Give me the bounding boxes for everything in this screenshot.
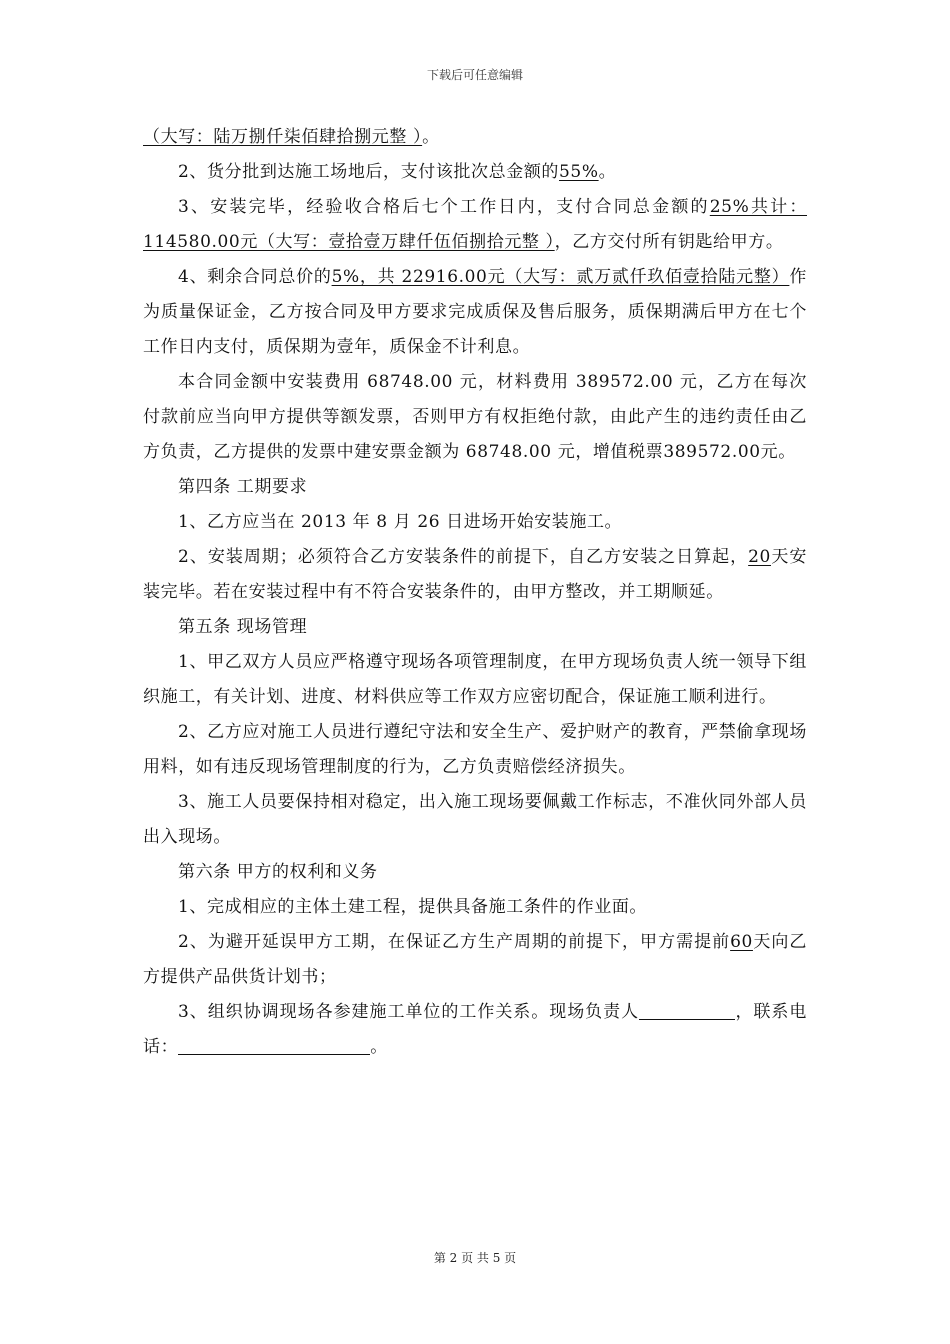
text: 。 bbox=[598, 162, 617, 182]
page-header: 下载后可任意编辑 bbox=[426, 68, 523, 82]
text: 3、安装完毕，经验收合格后七个工作日内，支付合同总金额的 bbox=[178, 197, 710, 217]
text: 2、为避开延误甲方工期，在保证乙方生产周期的前提下，甲方需提前 bbox=[178, 932, 731, 952]
paragraph-party-a-1: 1、完成相应的主体土建工程，提供具备施工条件的作业面。 bbox=[178, 897, 648, 917]
underlined-percent: 55% bbox=[559, 162, 599, 182]
text: 天向乙方提供产品供货计划书； bbox=[143, 932, 807, 987]
paragraph-install-period bbox=[143, 540, 807, 610]
text: 天安装完毕。若在安装过程中有不符合安装条件的，由甲方整改，并工期顺延。 bbox=[143, 547, 808, 602]
underlined-days: 60 bbox=[730, 932, 753, 952]
paragraph-invoice: 本合同金额中安装费用 68748.00 元，材料费用 389572.00 元，乙方在每次付款前应当向甲方提供等额发票，否则甲方有权拒绝付款，由此产生的违约责任由乙方负责，乙方提供的发票中建安票金额为 68748.00 元，增值税票389572.00元。 bbox=[143, 372, 807, 462]
text: 2、货分批到达施工场地后，支付该批次总金额的 bbox=[178, 162, 560, 182]
document-body bbox=[143, 120, 807, 1065]
paragraph-payment-3 bbox=[143, 190, 807, 260]
paragraph-party-a-2 bbox=[143, 925, 807, 995]
paragraph-payment-2 bbox=[143, 155, 807, 190]
text: 2、安装周期；必须符合乙方安装条件的前提下，自乙方安装之日算起， bbox=[178, 547, 749, 567]
paragraph-site-2: 2、乙方应对施工人员进行遵纪守法和安全生产、爱护财产的教育，严禁偷拿现场用料，如有违反现场管理制度的行为，乙方负责赔偿经济损失。 bbox=[143, 722, 807, 777]
underlined-amount: 5%，共 22916.00元（大写：贰万贰仟玖佰壹拾陆元整） bbox=[331, 267, 790, 287]
paragraph-site-3: 3、施工人员要保持相对稳定，出入施工现场要佩戴工作标志，不准伙同外部人员出入现场。 bbox=[143, 792, 807, 847]
underlined-amount: 25%共计：114580.00元（大写：壹拾壹万肆仟伍佰捌拾元整 ） bbox=[143, 197, 807, 252]
text: 4、剩余合同总价的 bbox=[178, 267, 332, 287]
text: ，联系电话： bbox=[143, 1002, 807, 1057]
paragraph-site-1: 1、甲乙双方人员应严格遵守现场各项管理制度，在甲方现场负责人统一领导下组织施工，有关计划、进度、材料供应等工作双方应密切配合，保证施工顺利进行。 bbox=[143, 652, 807, 707]
text: 。 bbox=[422, 127, 440, 147]
text: 。 bbox=[370, 1037, 388, 1057]
article-6-heading: 第六条 甲方的权利和义务 bbox=[178, 862, 378, 882]
phone-blank[interactable] bbox=[178, 1036, 370, 1055]
underlined-amount: （大写：陆万捌仟柒佰肆拾捌元整 ） bbox=[143, 127, 423, 147]
article-5-heading: 第五条 现场管理 bbox=[178, 617, 308, 637]
site-manager-blank[interactable] bbox=[639, 1001, 735, 1020]
page-footer: 第 2 页 共 5 页 bbox=[433, 1251, 517, 1265]
paragraph-party-a-3 bbox=[143, 995, 807, 1065]
text: 3、组织协调现场各参建施工单位的工作关系。现场负责人 bbox=[178, 1002, 640, 1022]
paragraph-payment-4 bbox=[143, 260, 807, 365]
paragraph-capital-amount bbox=[143, 120, 807, 155]
paragraph-start-date: 1、乙方应当在 2013 年 8 月 26 日进场开始安装施工。 bbox=[178, 512, 623, 532]
text: 作为质量保证金，乙方按合同及甲方要求完成质保及售后服务，质保期满后甲方在七个工作日内支付，质保期为壹年，质保金不计利息。 bbox=[143, 267, 807, 357]
article-4-heading: 第四条 工期要求 bbox=[178, 477, 308, 497]
text: ，乙方交付所有钥匙给甲方。 bbox=[554, 232, 784, 252]
underlined-days: 20 bbox=[748, 547, 771, 567]
